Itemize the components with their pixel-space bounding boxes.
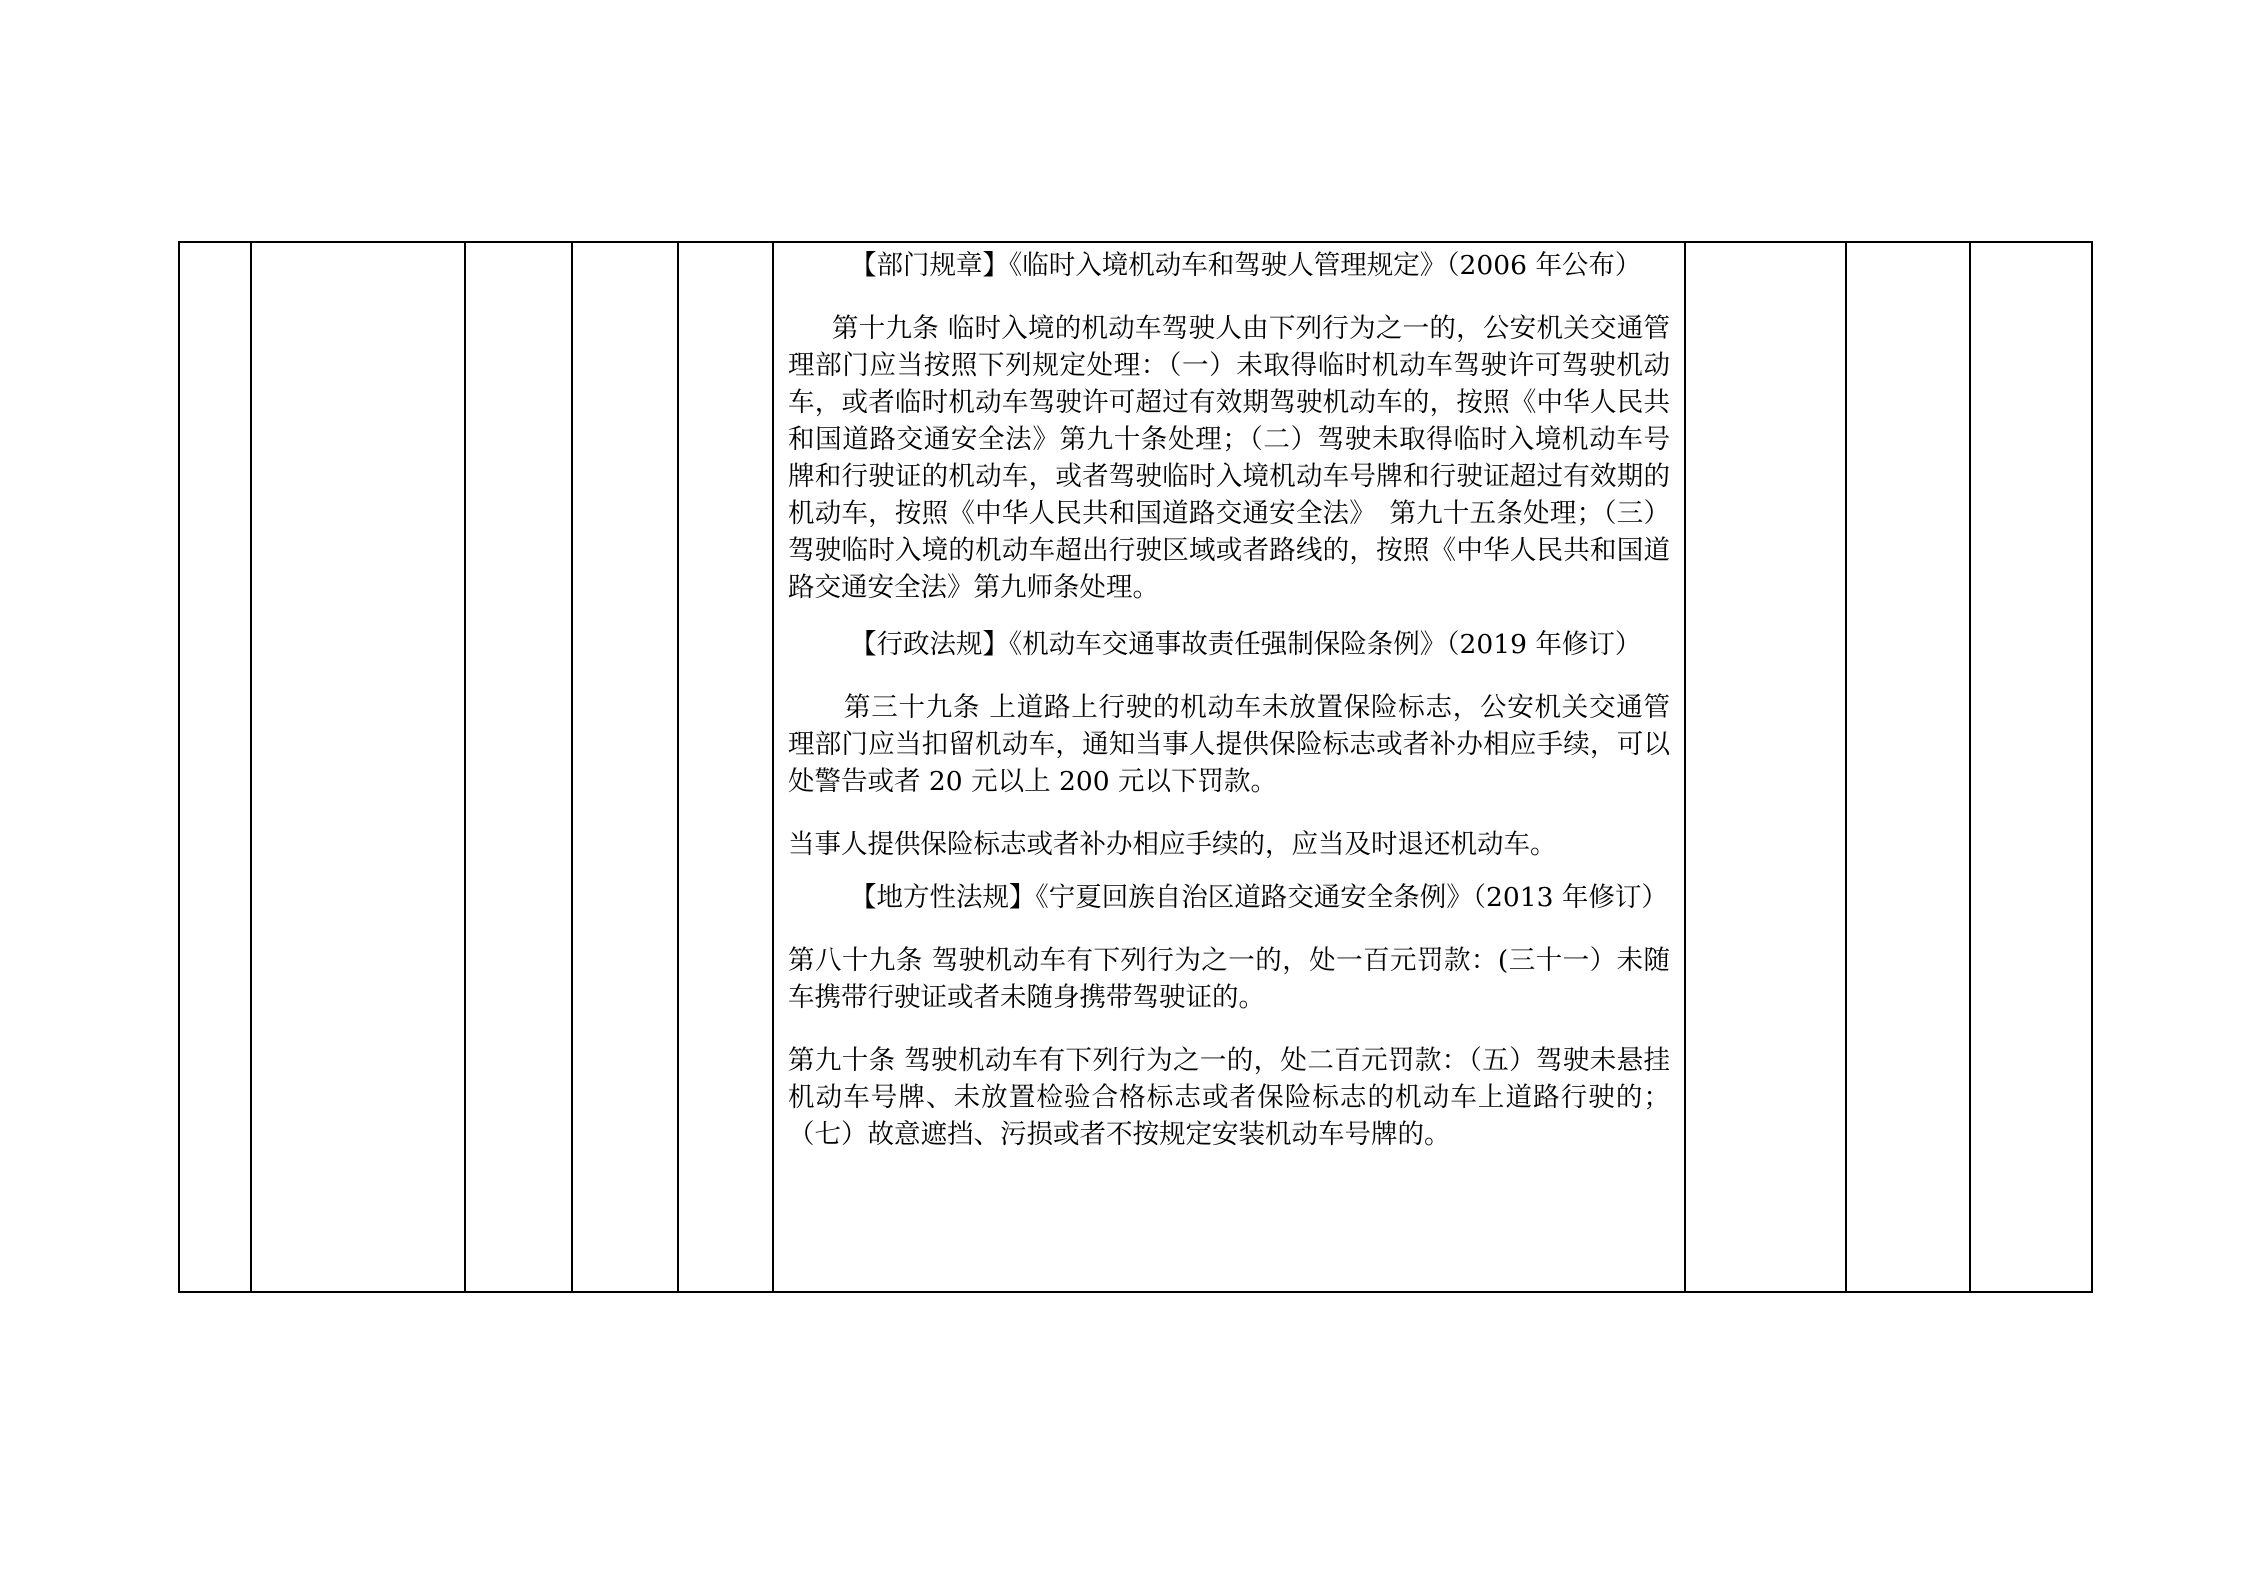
- article-paragraph: 当事人提供保险标志或者补办相应手续的，应当及时退还机动车。: [788, 829, 1557, 860]
- table-cell-empty: [1970, 242, 2092, 1292]
- table-cell-empty: [678, 242, 773, 1292]
- table-cell-empty: [465, 242, 572, 1292]
- article-paragraph: 第九十条 驾驶机动车有下列行为之一的，处二百元罚款：（五）驾驶未悬挂机动车号牌、未放置检验合格标志或者保险标志的机动车上道路行驶的；（七）故意遮挡、污损或者不按规定安装机动车号牌的。: [788, 1045, 1670, 1150]
- article-paragraph: 第三十九条 上道路上行驶的机动车未放置保险标志，公安机关交通管理部门应当扣留机动车，通知当事人提供保险标志或者补办相应手续，可以处警告或者 20 元以上 200 元以下罚款。: [788, 692, 1670, 797]
- table-cell-empty: [572, 242, 678, 1292]
- legal-basis-cell: [773, 242, 1685, 1292]
- article-paragraph: 第八十九条 驾驶机动车有下列行为之一的，处一百元罚款：(三十一）未随车携带行驶证或者未随身携带驾驶证的。: [788, 945, 1670, 1013]
- legal-provisions-table: [178, 241, 2093, 1293]
- regulation-heading: 【部门规章】《临时入境机动车和驾驶人管理规定》（2006 年公布）: [850, 250, 1642, 281]
- table-cell-empty: [1846, 242, 1970, 1292]
- table-cell-empty: [179, 242, 251, 1292]
- table-cell-empty: [251, 242, 465, 1292]
- article-paragraph: 第十九条 临时入境的机动车驾驶人由下列行为之一的，公安机关交通管理部门应当按照下列规定处理：（一）未取得临时机动车驾驶许可驾驶机动车，或者临时机动车驾驶许可超过有效期驾驶机动车的，按照《中华人民共和国道路交通安全法》第九十条处理；（二）驾驶未取得临时入境机动车号牌和行驶证的机动车，或者驾驶临时入境机动车号牌和行驶证超过有效期的机动车，按照《中华人民共和国道路交通安全法》 第九十五条处理；（三）驾驶临时入境的机动车超出行驶区域或者路线的，按照《中华人民共和国道路交通安全法》第九师条处理。: [788, 313, 1670, 603]
- table-row: [179, 242, 2092, 1292]
- regulation-heading: 【地方性法规】《宁夏回族自治区道路交通安全条例》（2013 年修订）: [850, 882, 1668, 913]
- table-cell-empty: [1685, 242, 1846, 1292]
- regulation-heading: 【行政法规】《机动车交通事故责任强制保险条例》（2019 年修订）: [850, 629, 1642, 660]
